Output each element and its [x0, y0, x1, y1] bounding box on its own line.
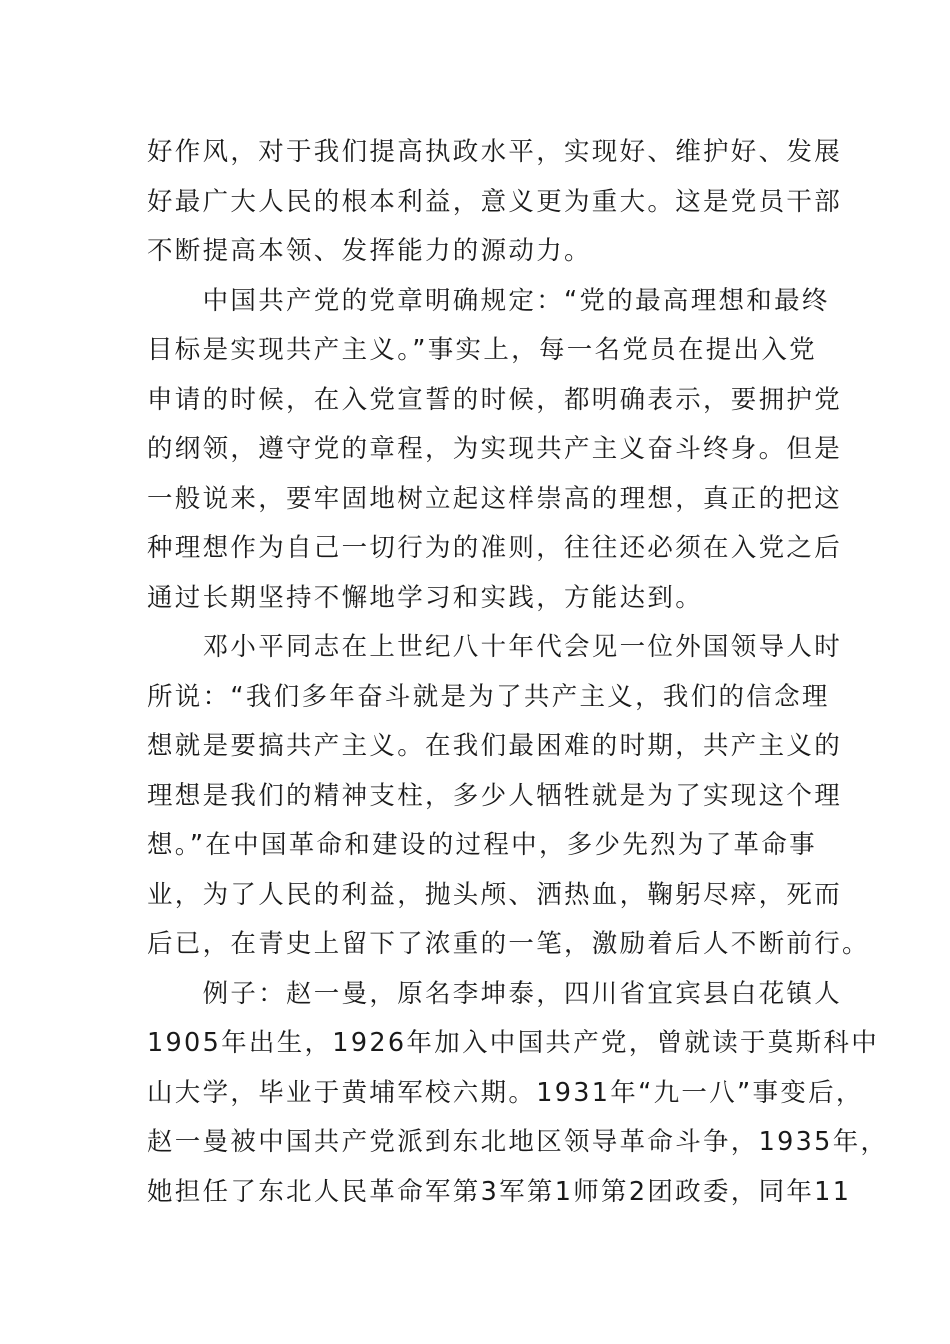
text-line: 例子：赵一曼，原名李坤泰，四川省宜宾县白花镇人 — [147, 978, 843, 1009]
text-line: 不断提高本领、发挥能力的源动力。 — [147, 236, 592, 266]
text-line: 赵一曼被中国共产党派到东北地区领导革命斗争，1935年， — [147, 1127, 889, 1157]
text-line: 理想是我们的精神支柱，多少人牺牲就是为了实现这个理 — [147, 780, 843, 811]
body-text — [147, 128, 889, 1217]
text-line: 邓小平同志在上世纪八十年代会见一位外国领导人时 — [147, 632, 843, 662]
text-line: 通过长期坚持不懈地学习和实践，方能达到。 — [147, 582, 704, 613]
text-line: 目标是实现共产主义。”事实上，每一名党员在提出入党 — [147, 335, 817, 365]
paragraph-2 — [147, 277, 843, 624]
text-line: 好作风，对于我们提高执政水平，实现好、维护好、发展 — [147, 137, 843, 167]
text-line: 所说：“我们多年奋斗就是为了共产主义，我们的信念理 — [147, 681, 830, 712]
paragraph-3 — [147, 623, 870, 970]
text-line: 1905年出生，1926年加入中国共产党，曾就读于莫斯科中 — [147, 1028, 879, 1058]
text-line: 的纲领，遵守党的章程，为实现共产主义奋斗终身。但是 — [147, 434, 843, 464]
text-line: 申请的时候，在入党宣誓的时候，都明确表示，要拥护党 — [147, 384, 843, 415]
paragraph-1 — [147, 128, 843, 277]
text-line: 中国共产党的党章明确规定：“党的最高理想和最终 — [147, 285, 830, 316]
text-line: 山大学，毕业于黄埔军校六期。1931年“九一八”事变后， — [147, 1077, 864, 1108]
text-line: 她担任了东北人民革命军第3军第1师第2团政委，同年11 — [147, 1176, 852, 1207]
text-line: 一般说来，要牢固地树立起这样崇高的理想，真正的把这 — [147, 483, 843, 514]
text-line: 后已，在青史上留下了浓重的一笔，激励着后人不断前行。 — [147, 929, 870, 959]
text-line: 业，为了人民的利益，抛头颅、洒热血，鞠躬尽瘁，死而 — [147, 879, 843, 910]
text-line: 想就是要搞共产主义。在我们最困难的时期，共产主义的 — [147, 731, 843, 761]
text-line: 种理想作为自己一切行为的准则，往往还必须在入党之后 — [147, 533, 843, 563]
text-line: 好最广大人民的根本利益，意义更为重大。这是党员干部 — [147, 186, 843, 217]
text-line: 想。”在中国革命和建设的过程中，多少先烈为了革命事 — [147, 830, 817, 860]
paragraph-4 — [147, 970, 889, 1218]
